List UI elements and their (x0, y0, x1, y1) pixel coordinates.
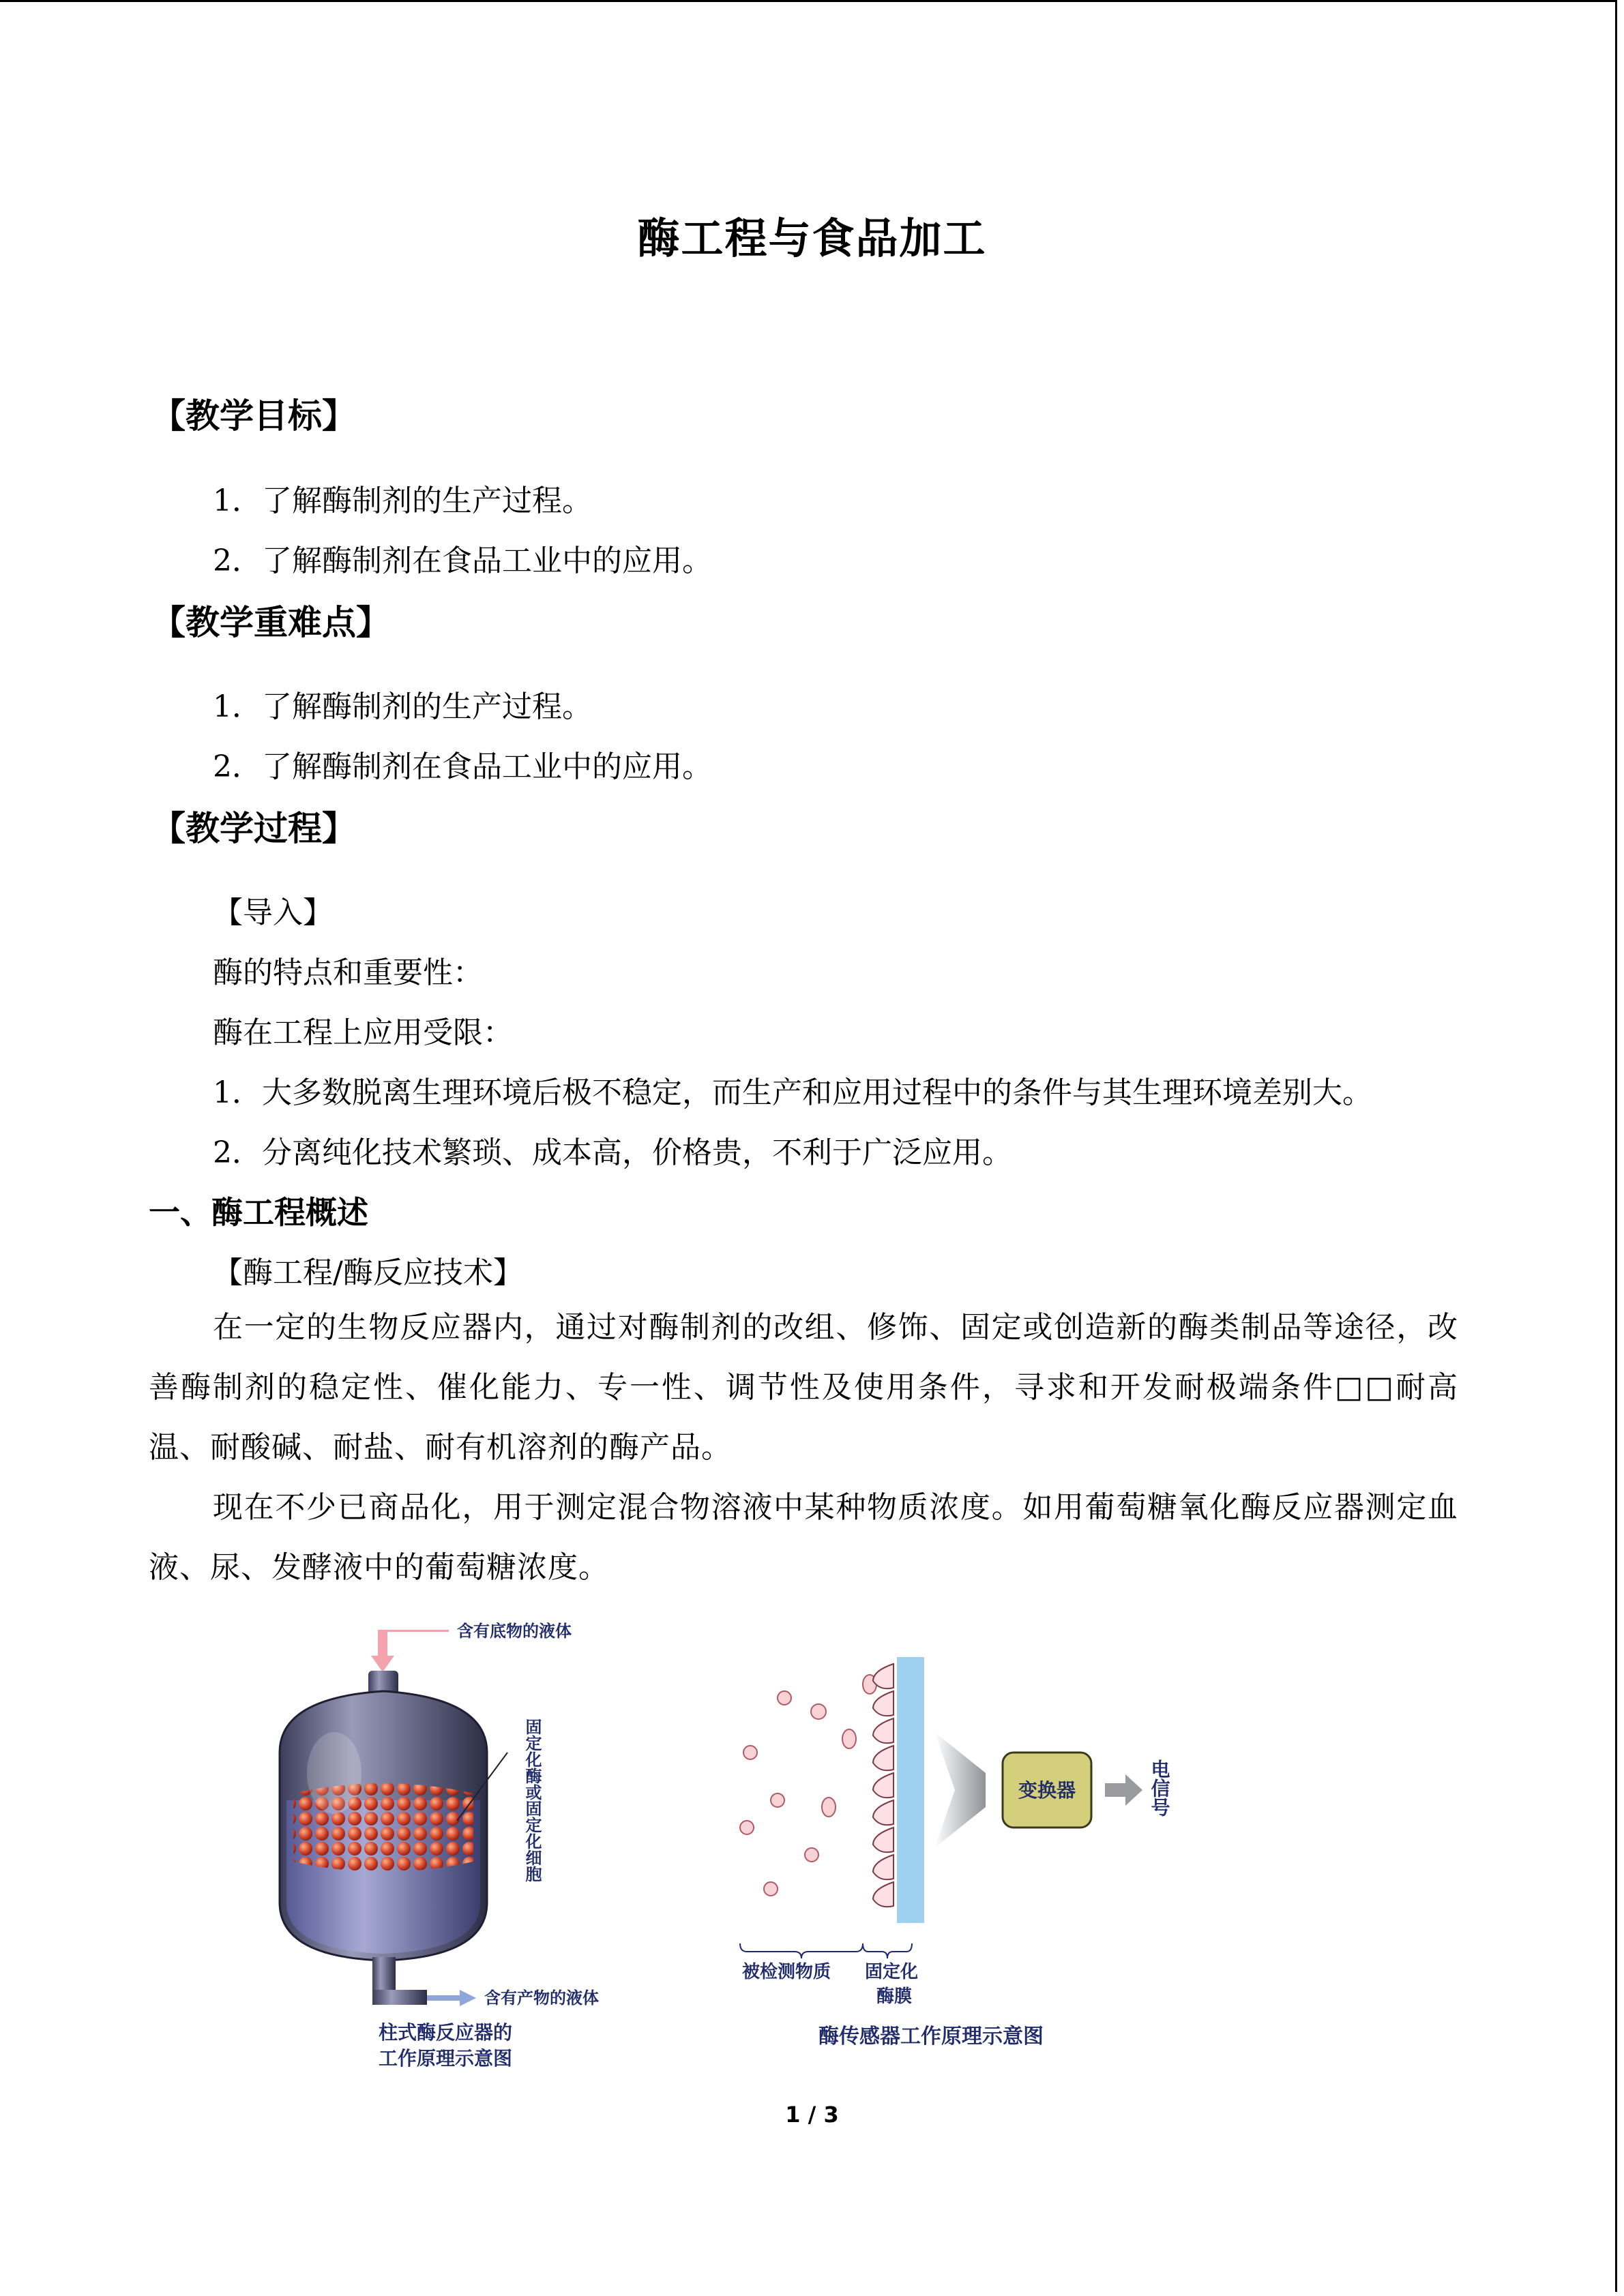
enzyme-membrane (873, 1657, 924, 1923)
part1-paragraph-2: 现在不少已商品化，用于测定混合物溶液中某种物质浓度。如用葡萄糖氧化酶反应器测定血液、尿、发酵液中的葡萄糖浓度。 (149, 1490, 1458, 1585)
objective-item-2: 2．了解酶制剂在食品工业中的应用。 (213, 543, 712, 578)
transducer-label: 变换器 (1018, 1779, 1076, 1802)
process-line-2: 酶在工程上应用受限： (213, 1015, 513, 1050)
membrane-label-line-1: 固定化 (865, 1962, 919, 1982)
key-point-item-1: 1．了解酶制剂的生产过程。 (213, 689, 592, 724)
output-arrow-icon (1105, 1774, 1142, 1806)
sensor-caption: 酶传感器工作原理示意图 (818, 2025, 1044, 2048)
enzyme-figure (232, 1616, 1214, 2080)
inlet-arrow-icon (371, 1630, 449, 1672)
section-heading-key-points: 【教学重难点】 (151, 602, 390, 642)
objective-item-1: 1．了解酶制剂的生产过程。 (213, 483, 592, 518)
column-reactor (280, 1671, 487, 2005)
substance-label: 被检测物质 (742, 1962, 831, 1982)
outlet-label: 含有产物的液体 (484, 1988, 599, 2008)
membrane-label-line-2: 酶膜 (876, 1986, 913, 2007)
part1-label: 【酶工程/酶反应技术】 (213, 1255, 523, 1290)
part1-paragraph-1: 在一定的生物反应器内，通过对酶制剂的改组、修饰、固定或创造新的酶类制品等途径，改善酶制剂的稳定性、催化能力、专一性、调节性及使用条件，寻求和开发耐极端条件□□耐高温、耐酸碱、耐盐、耐有机溶剂的酶产品。 (149, 1310, 1458, 1465)
intro-label: 【导入】 (213, 895, 333, 930)
signal-funnel-icon (934, 1732, 986, 1848)
reactor-caption-line-1: 柱式酶反应器的 (379, 2021, 513, 2044)
page-title: 酶工程与食品加工 (637, 213, 987, 263)
substance-particles (740, 1675, 876, 1896)
key-point-item-2: 2．了解酶制剂在食品工业中的应用。 (213, 749, 712, 784)
process-item-2: 2．分离纯化技术繁琐、成本高，价格贵，不利于广泛应用。 (213, 1135, 1012, 1170)
section-heading-objectives: 【教学目标】 (151, 396, 356, 436)
page-number: 1 / 3 (785, 2102, 839, 2128)
inlet-label: 含有底物的液体 (457, 1622, 572, 1641)
substance-brace (740, 1943, 863, 1958)
process-line-1: 酶的特点和重要性： (213, 955, 483, 990)
outlet-arrow-icon (427, 1990, 476, 2006)
section-heading-process: 【教学过程】 (151, 808, 356, 848)
bed-label: 固定化酶或固定化细胞 (522, 1718, 542, 1882)
part1-heading: 一、酶工程概述 (149, 1194, 368, 1231)
signal-label: 电信号 (1148, 1759, 1171, 1817)
process-item-1: 1．大多数脱离生理环境后极不稳定，而生产和应用过程中的条件与其生理环境差别大。 (213, 1075, 1372, 1110)
membrane-brace (863, 1943, 912, 1958)
reactor-caption-line-2: 工作原理示意图 (379, 2047, 513, 2070)
